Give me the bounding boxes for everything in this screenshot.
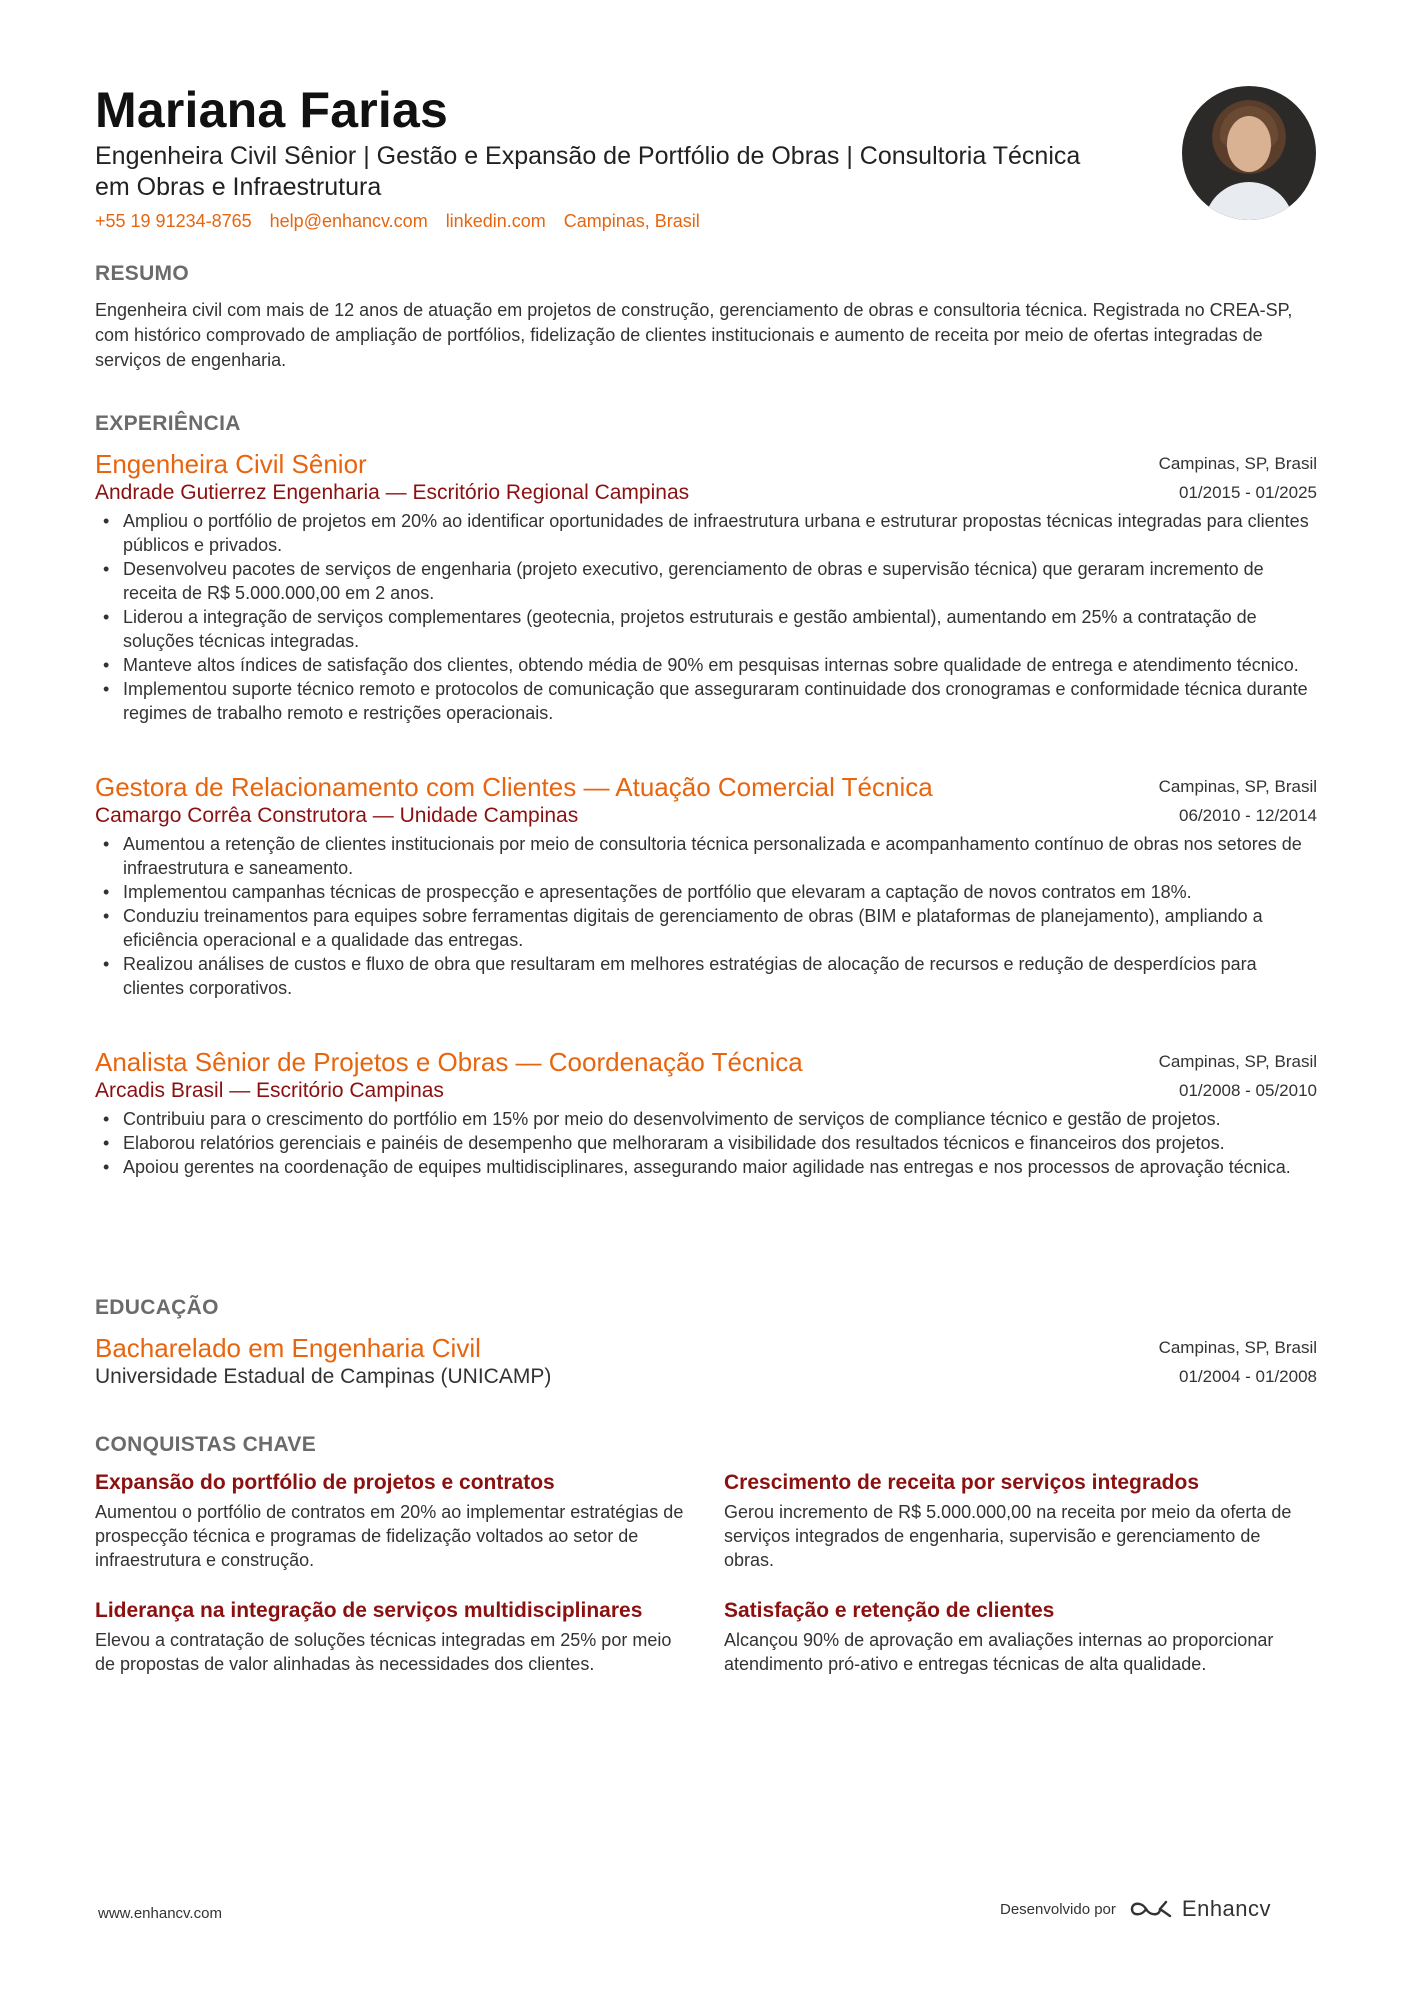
bullet-item: • Ampliou o portfólio de projetos em 20% ao identificar oportunidades de infraestrutura urbana e estruturar propostas técnicas integradas para clientes públicos e privados.	[95, 509, 1317, 557]
role-location: Campinas, SP, Brasil	[1158, 1052, 1317, 1071]
bullet-item: • Implementou campanhas técnicas de prospecção e apresentações de portfólio que elevaram a captação de novos contratos em 18%.	[95, 880, 1317, 904]
achievement-desc: Alcançou 90% de aprovação em avaliações internas ao proporcionar atendimento pró-ativo e entregas técnicas de alta qualidade.	[724, 1630, 1274, 1674]
role-location: Campinas, SP, Brasil	[1158, 777, 1317, 796]
role-meta	[1159, 772, 1317, 830]
powered-by-text: Desenvolvido por	[1000, 1900, 1116, 1918]
role-meta	[1159, 449, 1317, 507]
bullet-item: • Liderou a integração de serviços complementares (geotecnia, projetos estruturais e gestão ambiental), aumentando em 25% a contratação de soluções técnicas integradas.	[95, 605, 1317, 653]
enhancv-logo-icon	[1128, 1898, 1174, 1920]
brand-name: Enhancv	[1181, 1896, 1272, 1921]
experience-item	[95, 449, 1317, 725]
photo-face	[1227, 116, 1271, 172]
degree-title: Bacharelado em Engenharia Civil	[95, 1333, 481, 1363]
achievement-item	[724, 1598, 1314, 1676]
achievement-desc: Gerou incremento de R$ 5.000.000,00 na receita por meio da oferta de serviços integrados de engenharia, supervisão e gerenciamento de obras.	[724, 1502, 1292, 1570]
summary-text: Engenheira civil com mais de 12 anos de atuação em projetos de construção, gerenciamento de obras e consultoria técnica. Registrada no CREA-SP, com histórico comprovado de ampliação de portfólios, fidelização de clientes institucionais e aumento de receita por meio de ofertas integradas de serviços de engenharia.	[95, 300, 1293, 370]
phone-link[interactable]: +55 19 91234-8765	[95, 211, 252, 231]
role-company: Arcadis Brasil — Escritório Campinas	[95, 1079, 444, 1102]
headline: Engenheira Civil Sênior | Gestão e Expansão de Portfólio de Obras | Consultoria Técnica em Obras e Infraestrutura	[95, 142, 1081, 201]
brand-logo[interactable]	[1128, 1896, 1271, 1922]
achievement-title: Satisfação e retenção de clientes	[724, 1599, 1055, 1622]
education-dates: 01/2004 - 01/2008	[1178, 1367, 1317, 1386]
profile-photo	[1182, 86, 1316, 220]
bullet-item: • Desenvolveu pacotes de serviços de engenharia (projeto executivo, gerenciamento de obras e supervisão técnica) que geraram incremento de receita de R$ 5.000.000,00 em 2 anos.	[95, 557, 1317, 605]
achievement-item	[95, 1598, 685, 1676]
photo-shirt	[1204, 182, 1294, 220]
candidate-name: Mariana Farias	[95, 82, 448, 138]
linkedin-link[interactable]: linkedin.com	[445, 211, 546, 231]
experience-item	[95, 772, 1317, 1000]
role-bullets	[95, 509, 1317, 725]
achievement-title: Liderança na integração de serviços multidisciplinares	[95, 1599, 643, 1622]
contact-info	[95, 210, 1095, 232]
bullet-item: • Aumentou a retenção de clientes institucionais por meio de consultoria técnica personalizada e acompanhamento contínuo de obras nos setores de infraestrutura e saneamento.	[95, 832, 1317, 880]
bullet-item: • Conduziu treinamentos para equipes sobre ferramentas digitais de gerenciamento de obras (BIM e plataformas de planejamento), ampliando a eficiência operacional e a qualidade das entregas.	[95, 904, 1317, 952]
location-text: Campinas, Brasil	[563, 211, 700, 231]
bullet-item: • Elaborou relatórios gerenciais e painéis de desempenho que melhoraram a visibilidade dos resultados técnicos e financeiros dos projetos.	[95, 1131, 1317, 1155]
role-title: Analista Sênior de Projetos e Obras — Coordenação Técnica	[95, 1047, 803, 1077]
role-bullets	[95, 832, 1317, 1000]
email-link[interactable]: help@enhancv.com	[269, 211, 428, 231]
bullet-item: • Contribuiu para o crescimento do portfólio em 15% por meio do desenvolvimento de serviços de compliance técnico e gestão de projetos.	[95, 1107, 1317, 1131]
achievement-item	[724, 1470, 1314, 1572]
achievement-title: Expansão do portfólio de projetos e contratos	[95, 1471, 555, 1494]
experience-item	[95, 1047, 1317, 1179]
footer-branding	[1000, 1896, 1271, 1922]
footer-website[interactable]: www.enhancv.com	[98, 1905, 222, 1922]
bullet-item: • Manteve altos índices de satisfação dos clientes, obtendo média de 90% em pesquisas internas sobre qualidade de entrega e atendimento técnico.	[95, 653, 1317, 677]
education-meta	[1159, 1333, 1317, 1391]
bullet-item: • Apoiou gerentes na coordenação de equipes multidisciplinares, assegurando maior agilidade nas entregas e nos processos de aprovação técnica.	[95, 1155, 1317, 1179]
section-title-summary: RESUMO	[95, 262, 189, 285]
bullet-item: • Realizou análises de custos e fluxo de obra que resultaram em melhores estratégias de alocação de recursos e redução de desperdícios para clientes corporativos.	[95, 952, 1317, 1000]
resume-header	[95, 82, 1095, 232]
role-title: Gestora de Relacionamento com Clientes — Atuação Comercial Técnica	[95, 772, 933, 802]
achievement-title: Crescimento de receita por serviços integrados	[724, 1471, 1200, 1494]
bullet-item: • Implementou suporte técnico remoto e protocolos de comunicação que asseguraram continuidade dos cronogramas e conformidade técnica durante regimes de trabalho remoto e restrições operacionais.	[95, 677, 1317, 725]
role-dates: 01/2008 - 05/2010	[1178, 1081, 1317, 1100]
school-name: Universidade Estadual de Campinas (UNICAMP)	[95, 1365, 552, 1388]
achievement-desc: Aumentou o portfólio de contratos em 20% ao implementar estratégias de prospecção técnica e programas de fidelização voltados ao setor de infraestrutura e construção.	[95, 1502, 684, 1570]
role-meta	[1159, 1047, 1317, 1105]
role-dates: 01/2015 - 01/2025	[1178, 483, 1317, 502]
education-location: Campinas, SP, Brasil	[1158, 1338, 1317, 1357]
role-location: Campinas, SP, Brasil	[1158, 454, 1317, 473]
achievement-desc: Elevou a contratação de soluções técnicas integradas em 25% por meio de propostas de valor alinhadas às necessidades dos clientes.	[95, 1630, 672, 1674]
role-company: Camargo Corrêa Construtora — Unidade Campinas	[95, 804, 579, 827]
section-title-achievements: CONQUISTAS CHAVE	[95, 1433, 317, 1456]
role-company: Andrade Gutierrez Engenharia — Escritório Regional Campinas	[95, 481, 690, 504]
section-title-experience: EXPERIÊNCIA	[95, 412, 241, 435]
education-item	[95, 1333, 1317, 1390]
role-title: Engenheira Civil Sênior	[95, 449, 367, 479]
section-title-education: EDUCAÇÃO	[95, 1296, 219, 1319]
role-dates: 06/2010 - 12/2014	[1178, 806, 1317, 825]
role-bullets	[95, 1107, 1317, 1179]
achievement-item	[95, 1470, 685, 1572]
